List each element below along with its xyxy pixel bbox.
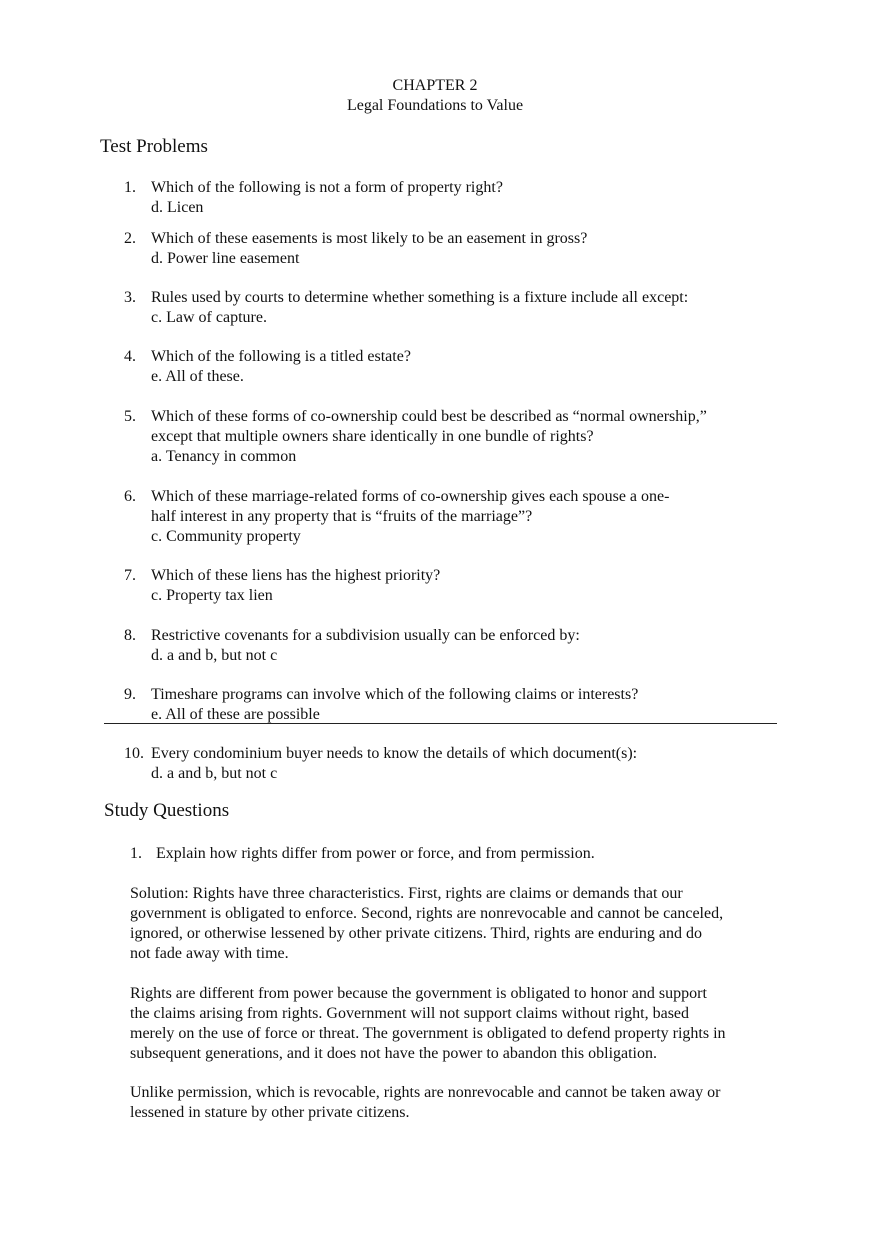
test-problems-heading: Test Problems: [100, 136, 208, 157]
test-problem-2: [124, 229, 784, 269]
problem-answer: d. Licen: [151, 199, 204, 216]
problem-number: 4.: [124, 348, 136, 365]
problem-answer: c. Community property: [151, 528, 301, 545]
paragraph-line: Solution: Rights have three characteristics. First, rights are claims or demands that our: [130, 885, 683, 902]
problem-answer: e. All of these are possible: [151, 706, 320, 723]
chapter-header: [0, 76, 870, 116]
solution-paragraph: [130, 884, 790, 964]
problem-number: 10.: [124, 745, 144, 762]
test-problem-1: [124, 178, 784, 218]
problem-number: 7.: [124, 567, 136, 584]
problem-number: 3.: [124, 289, 136, 306]
test-problem-10: [124, 744, 784, 784]
problem-number: 8.: [124, 627, 136, 644]
problem-number: 9.: [124, 686, 136, 703]
problem-question-line: Which of these forms of co-ownership could best be described as “normal ownership,”: [151, 408, 707, 425]
problem-question: Which of these liens has the highest priority?: [151, 567, 441, 584]
problem-question: Which of the following is a titled estate?: [151, 348, 411, 365]
test-problem-6: [124, 487, 784, 547]
problem-question-line: Which of these marriage-related forms of co-ownership gives each spouse a one-: [151, 488, 670, 505]
paragraph-line: the claims arising from rights. Government will not support claims without right, based: [130, 1005, 690, 1022]
paragraph-line: merely on the use of force or threat. The government is obligated to defend property rights in: [130, 1025, 726, 1042]
test-problem-4: [124, 347, 784, 387]
study-question-number: 1.: [130, 845, 142, 862]
paragraph-line: Unlike permission, which is revocable, rights are nonrevocable and cannot be taken away or: [130, 1084, 721, 1101]
horizontal-rule: [104, 723, 777, 724]
problem-answer: c. Law of capture.: [151, 309, 267, 326]
study-questions-heading: Study Questions: [104, 800, 230, 821]
paragraph-line: Rights are different from power because the government is obligated to honor and support: [130, 985, 707, 1002]
problem-question-line: except that multiple owners share identically in one bundle of rights?: [151, 428, 594, 445]
test-problem-5: [124, 407, 784, 467]
problem-question: Which of the following is not a form of property right?: [151, 179, 503, 196]
test-problem-8: [124, 626, 784, 666]
paragraph-line: lessened in stature by other private citizens.: [130, 1104, 410, 1121]
problem-number: 2.: [124, 230, 136, 247]
problem-answer: a. Tenancy in common: [151, 448, 297, 465]
test-problem-7: [124, 566, 784, 606]
problem-question: Which of these easements is most likely to be an easement in gross?: [151, 230, 588, 247]
problem-answer: d. a and b, but not c: [151, 647, 278, 664]
paragraph-line: subsequent generations, and it does not have the power to abandon this obligation.: [130, 1045, 657, 1062]
problem-question: Timeshare programs can involve which of the following claims or interests?: [151, 686, 639, 703]
problem-answer: d. a and b, but not c: [151, 765, 278, 782]
test-problem-9: [124, 685, 784, 725]
paragraph-line: not fade away with time.: [130, 945, 289, 962]
problem-question: Restrictive covenants for a subdivision usually can be enforced by:: [151, 627, 580, 644]
problem-number: 6.: [124, 488, 136, 505]
study-question-1: [130, 844, 790, 864]
chapter-title: Legal Foundations to Value: [346, 97, 524, 114]
problem-answer: e. All of these.: [151, 368, 244, 385]
problem-question-line: half interest in any property that is “fruits of the marriage”?: [151, 508, 533, 525]
problem-number: 5.: [124, 408, 136, 425]
problem-number: 1.: [124, 179, 136, 196]
study-question-text: Explain how rights differ from power or force, and from permission.: [156, 845, 595, 862]
paragraph-line: government is obligated to enforce. Second, rights are nonrevocable and cannot be canceled,: [130, 905, 724, 922]
paragraph-line: ignored, or otherwise lessened by other private citizens. Third, rights are enduring and do: [130, 925, 702, 942]
chapter-number: CHAPTER 2: [392, 77, 478, 94]
problem-answer: d. Power line easement: [151, 250, 300, 267]
rights-vs-power-paragraph: [130, 984, 790, 1064]
problem-answer: c. Property tax lien: [151, 587, 273, 604]
test-problem-3: [124, 288, 784, 328]
problem-question: Rules used by courts to determine whether something is a fixture include all except:: [151, 289, 689, 306]
problem-question: Every condominium buyer needs to know the details of which document(s):: [151, 745, 638, 762]
rights-vs-permission-paragraph: [130, 1083, 790, 1123]
